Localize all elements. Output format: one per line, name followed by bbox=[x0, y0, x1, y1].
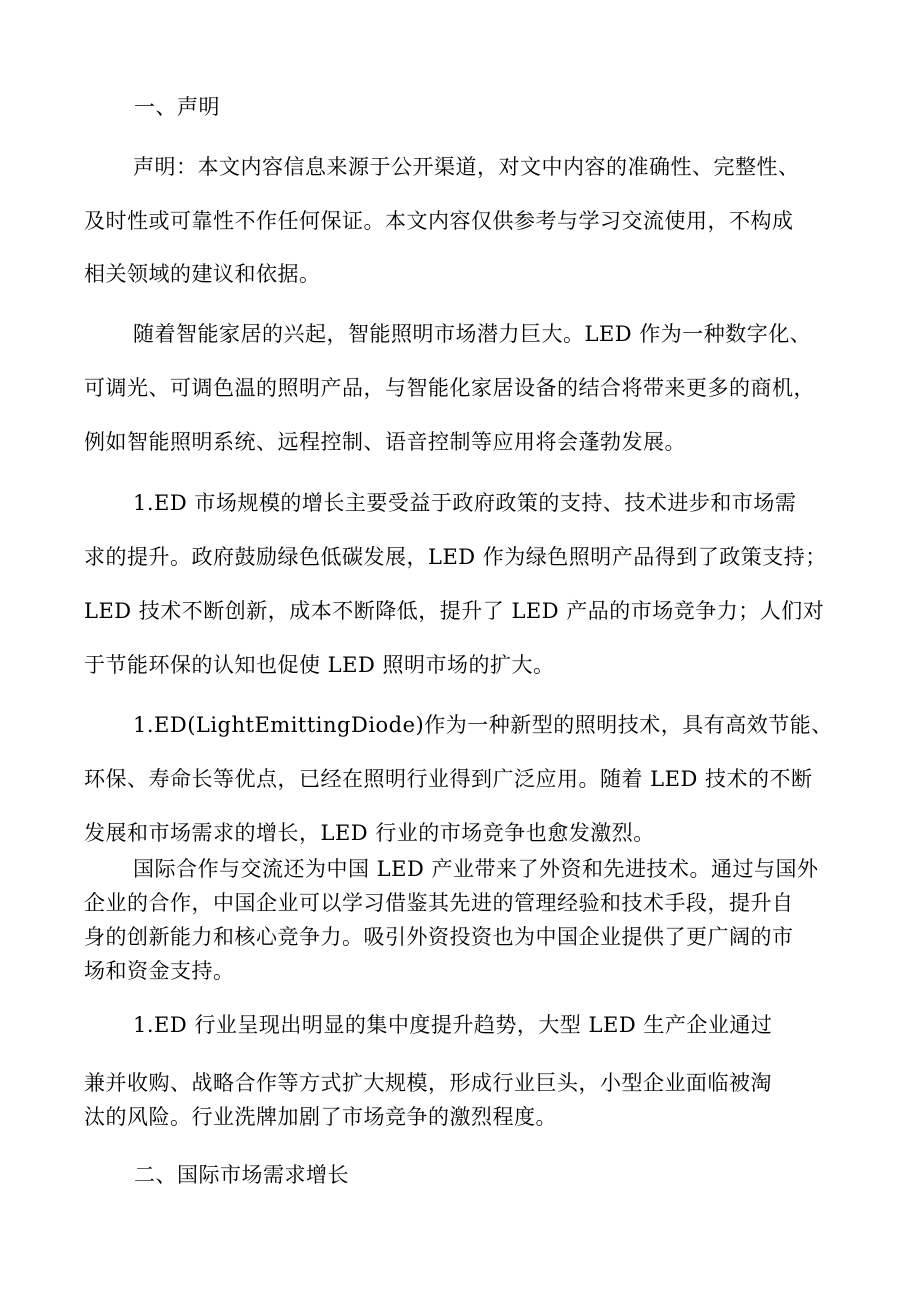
paragraph-line: 可调光、可调色温的照明产品，与智能化家居设备的结合将带来更多的商机， bbox=[84, 376, 815, 400]
paragraph-line: LED 技术不断创新，成本不断降低，提升了 LED 产品的市场竞争力；人们对 bbox=[84, 599, 825, 623]
paragraph-line: 例如智能照明系统、远程控制、语音控制等应用将会蓬勃发展。 bbox=[84, 430, 686, 454]
paragraph-line: 环保、寿命长等优点，已经在照明行业得到广泛应用。随着 LED 技术的不断 bbox=[84, 767, 813, 791]
paragraph-line: 企业的合作，中国企业可以学习借鉴其先进的管理经验和技术手段，提升自 bbox=[84, 891, 794, 915]
paragraph-line: 求的提升。政府鼓励绿色低碳发展，LED 作为绿色照明产品得到了政策支持； bbox=[84, 545, 827, 569]
section-heading-2: 二、国际市场需求增长 bbox=[134, 1163, 349, 1187]
section-heading-1: 一、声明 bbox=[134, 95, 220, 119]
paragraph-line: 1.ED 行业呈现出明显的集中度提升趋势，大型 LED 生产企业通过 bbox=[133, 1013, 773, 1037]
paragraph-line: 汰的风险。行业洗牌加剧了市场竞争的激烈程度。 bbox=[84, 1105, 557, 1129]
paragraph-line: 随着智能家居的兴起，智能照明市场潜力巨大。LED 作为一种数字化、 bbox=[133, 322, 812, 346]
paragraph-line: 及时性或可靠性不作任何保证。本文内容仅供参考与学习交流使用，不构成 bbox=[84, 209, 794, 233]
paragraph-line: 声明：本文内容信息来源于公开渠道，对文中内容的准确性、完整性、 bbox=[133, 155, 800, 179]
paragraph-line: 于节能环保的认知也促使 LED 照明市场的扩大。 bbox=[84, 653, 555, 677]
paragraph-line: 场和资金支持。 bbox=[84, 959, 235, 983]
paragraph-line: 1.ED 市场规模的增长主要受益于政府政策的支持、技术进步和市场需 bbox=[133, 491, 797, 515]
paragraph-line: 相关领域的建议和依据。 bbox=[84, 262, 321, 286]
paragraph-line: 发展和市场需求的增长，LED 行业的市场竞争也愈发激烈。 bbox=[84, 821, 655, 845]
paragraph-line: 国际合作与交流还为中国 LED 产业带来了外资和先进技术。通过与国外 bbox=[133, 857, 819, 881]
paragraph-line: 身的创新能力和核心竞争力。吸引外资投资也为中国企业提供了更广阔的市 bbox=[84, 925, 794, 949]
paragraph-line: 1.ED(LightEmittingDiode)作为一种新型的照明技术，具有高效节能、 bbox=[133, 713, 833, 737]
paragraph-line: 兼并收购、战略合作等方式扩大规模，形成行业巨头，小型企业面临被淘 bbox=[84, 1071, 772, 1095]
